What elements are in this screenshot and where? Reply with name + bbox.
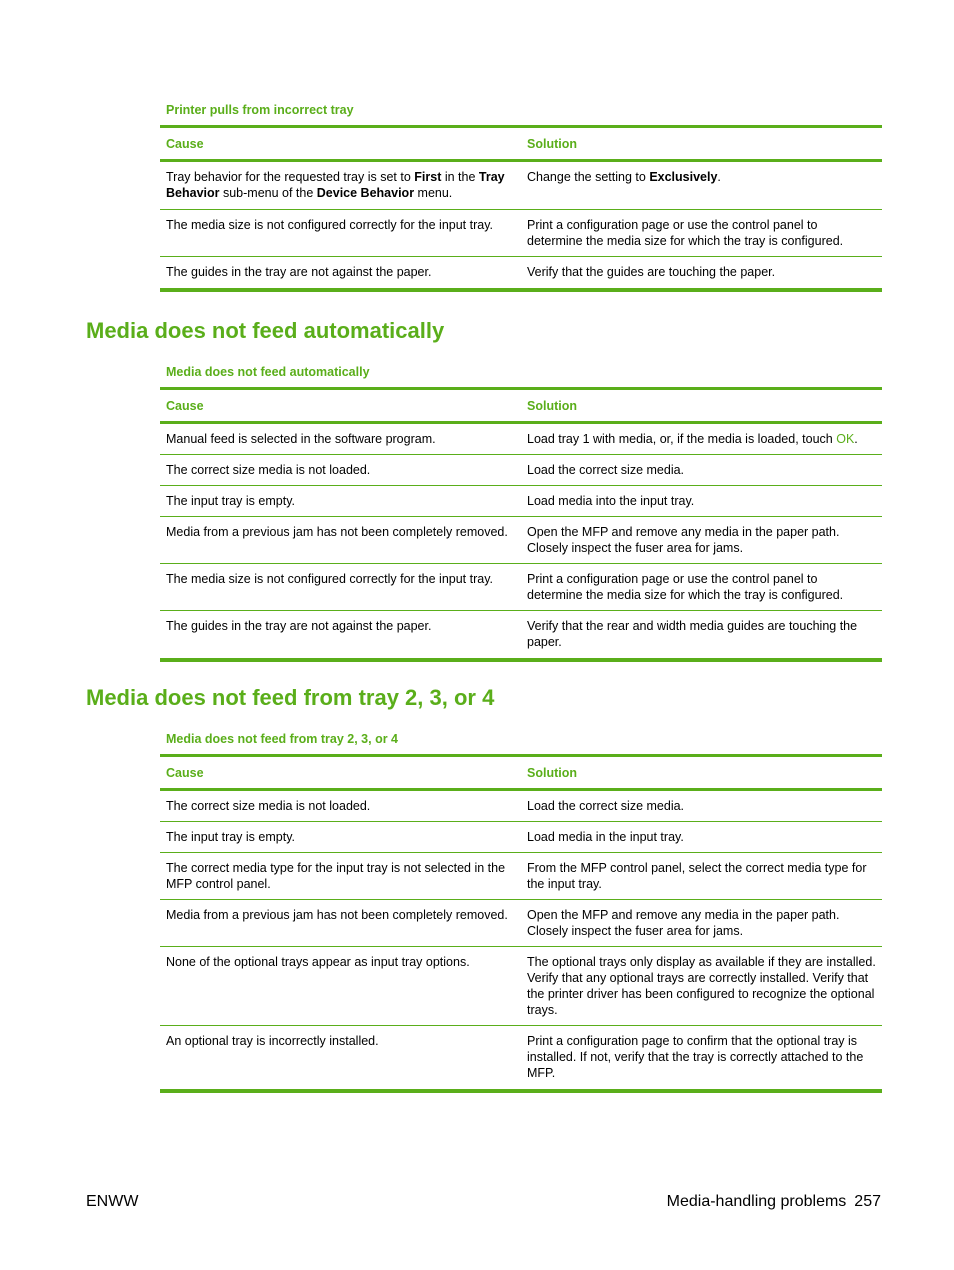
cause-cell: Tray behavior for the requested tray is set to First in the Tray Behavior sub-menu of the Device Behavior menu.	[160, 161, 521, 210]
table-row	[160, 210, 882, 257]
solution-cell: Open the MFP and remove any media in the paper path. Closely inspect the fuser area for jams.	[521, 900, 882, 947]
table-row	[160, 257, 882, 291]
cause-cell: Media from a previous jam has not been completely removed.	[160, 900, 521, 947]
footer-page-number: 257	[854, 1193, 881, 1210]
solution-cell: The optional trays only display as available if they are installed. Verify that any optional trays are correctly installed. Verify that the printer driver has been configured to recognize the optional trays.	[521, 947, 882, 1026]
cause-cell: The input tray is empty.	[160, 822, 521, 853]
table-row	[160, 947, 882, 1026]
solution-cell: Print a configuration page or use the control panel to determine the media size for which the tray is configured.	[521, 564, 882, 611]
footer-chapter-title: Media-handling problems	[666, 1193, 847, 1210]
table-row	[160, 1026, 882, 1092]
cause-cell: Media from a previous jam has not been completely removed.	[160, 517, 521, 564]
table-row	[160, 822, 882, 853]
table-row	[160, 455, 882, 486]
solution-cell: Load the correct size media.	[521, 790, 882, 822]
cause-cell: The correct size media is not loaded.	[160, 455, 521, 486]
table-row	[160, 611, 882, 661]
table-not-feed-automatically	[160, 387, 882, 662]
solution-cell: Print a configuration page or use the control panel to determine the media size for which the tray is configured.	[521, 210, 882, 257]
table-not-feed-from-tray	[160, 754, 882, 1093]
table-row	[160, 853, 882, 900]
solution-cell: Print a configuration page to confirm that the optional tray is installed. If not, verify that the tray is correctly attached to the MFP.	[521, 1026, 882, 1092]
column-header-cause: Cause	[166, 137, 204, 151]
table-header-row	[160, 127, 882, 161]
section-heading-not-feed-from-tray: Media does not feed from tray 2, 3, or 4	[86, 685, 495, 710]
solution-cell: Verify that the rear and width media guides are touching the paper.	[521, 611, 882, 661]
solution-cell: Open the MFP and remove any media in the paper path. Closely inspect the fuser area for jams.	[521, 517, 882, 564]
table-caption-incorrect-tray: Printer pulls from incorrect tray	[166, 103, 354, 117]
solution-cell: Load tray 1 with media, or, if the media is loaded, touch OK.	[521, 423, 882, 455]
solution-cell: Load media in the input tray.	[521, 822, 882, 853]
solution-cell: Change the setting to Exclusively.	[521, 161, 882, 210]
solution-cell: From the MFP control panel, select the correct media type for the input tray.	[521, 853, 882, 900]
column-header-cause: Cause	[166, 766, 204, 780]
table-row	[160, 161, 882, 210]
footer-locale-code: ENWW	[86, 1193, 139, 1210]
solution-cell: Load media into the input tray.	[521, 486, 882, 517]
table-row	[160, 423, 882, 455]
cause-cell: Manual feed is selected in the software program.	[160, 423, 521, 455]
cause-cell: None of the optional trays appear as input tray options.	[160, 947, 521, 1026]
table-header-row	[160, 389, 882, 423]
table-row	[160, 564, 882, 611]
table-row	[160, 517, 882, 564]
cause-cell: An optional tray is incorrectly installed.	[160, 1026, 521, 1092]
cause-cell: The guides in the tray are not against the paper.	[160, 257, 521, 291]
column-header-solution: Solution	[527, 399, 577, 413]
cause-cell: The correct size media is not loaded.	[160, 790, 521, 822]
column-header-cause: Cause	[166, 399, 204, 413]
table-row	[160, 790, 882, 822]
table-caption-not-feed-automatically: Media does not feed automatically	[166, 365, 370, 379]
column-header-solution: Solution	[527, 137, 577, 151]
table-row	[160, 900, 882, 947]
cause-cell: The correct media type for the input tray is not selected in the MFP control panel.	[160, 853, 521, 900]
table-row	[160, 486, 882, 517]
table-incorrect-tray	[160, 125, 882, 292]
table-caption-not-feed-from-tray: Media does not feed from tray 2, 3, or 4	[166, 732, 399, 746]
column-header-solution: Solution	[527, 766, 577, 780]
cause-cell: The media size is not configured correctly for the input tray.	[160, 564, 521, 611]
footer-page-info	[667, 1193, 881, 1211]
ok-link[interactable]: OK	[836, 432, 855, 446]
solution-cell: Verify that the guides are touching the paper.	[521, 257, 882, 291]
section-heading-not-feed-automatically: Media does not feed automatically	[86, 318, 445, 343]
cause-cell: The input tray is empty.	[160, 486, 521, 517]
cause-cell: The guides in the tray are not against the paper.	[160, 611, 521, 661]
table-header-row	[160, 756, 882, 790]
solution-cell: Load the correct size media.	[521, 455, 882, 486]
cause-cell: The media size is not configured correctly for the input tray.	[160, 210, 521, 257]
